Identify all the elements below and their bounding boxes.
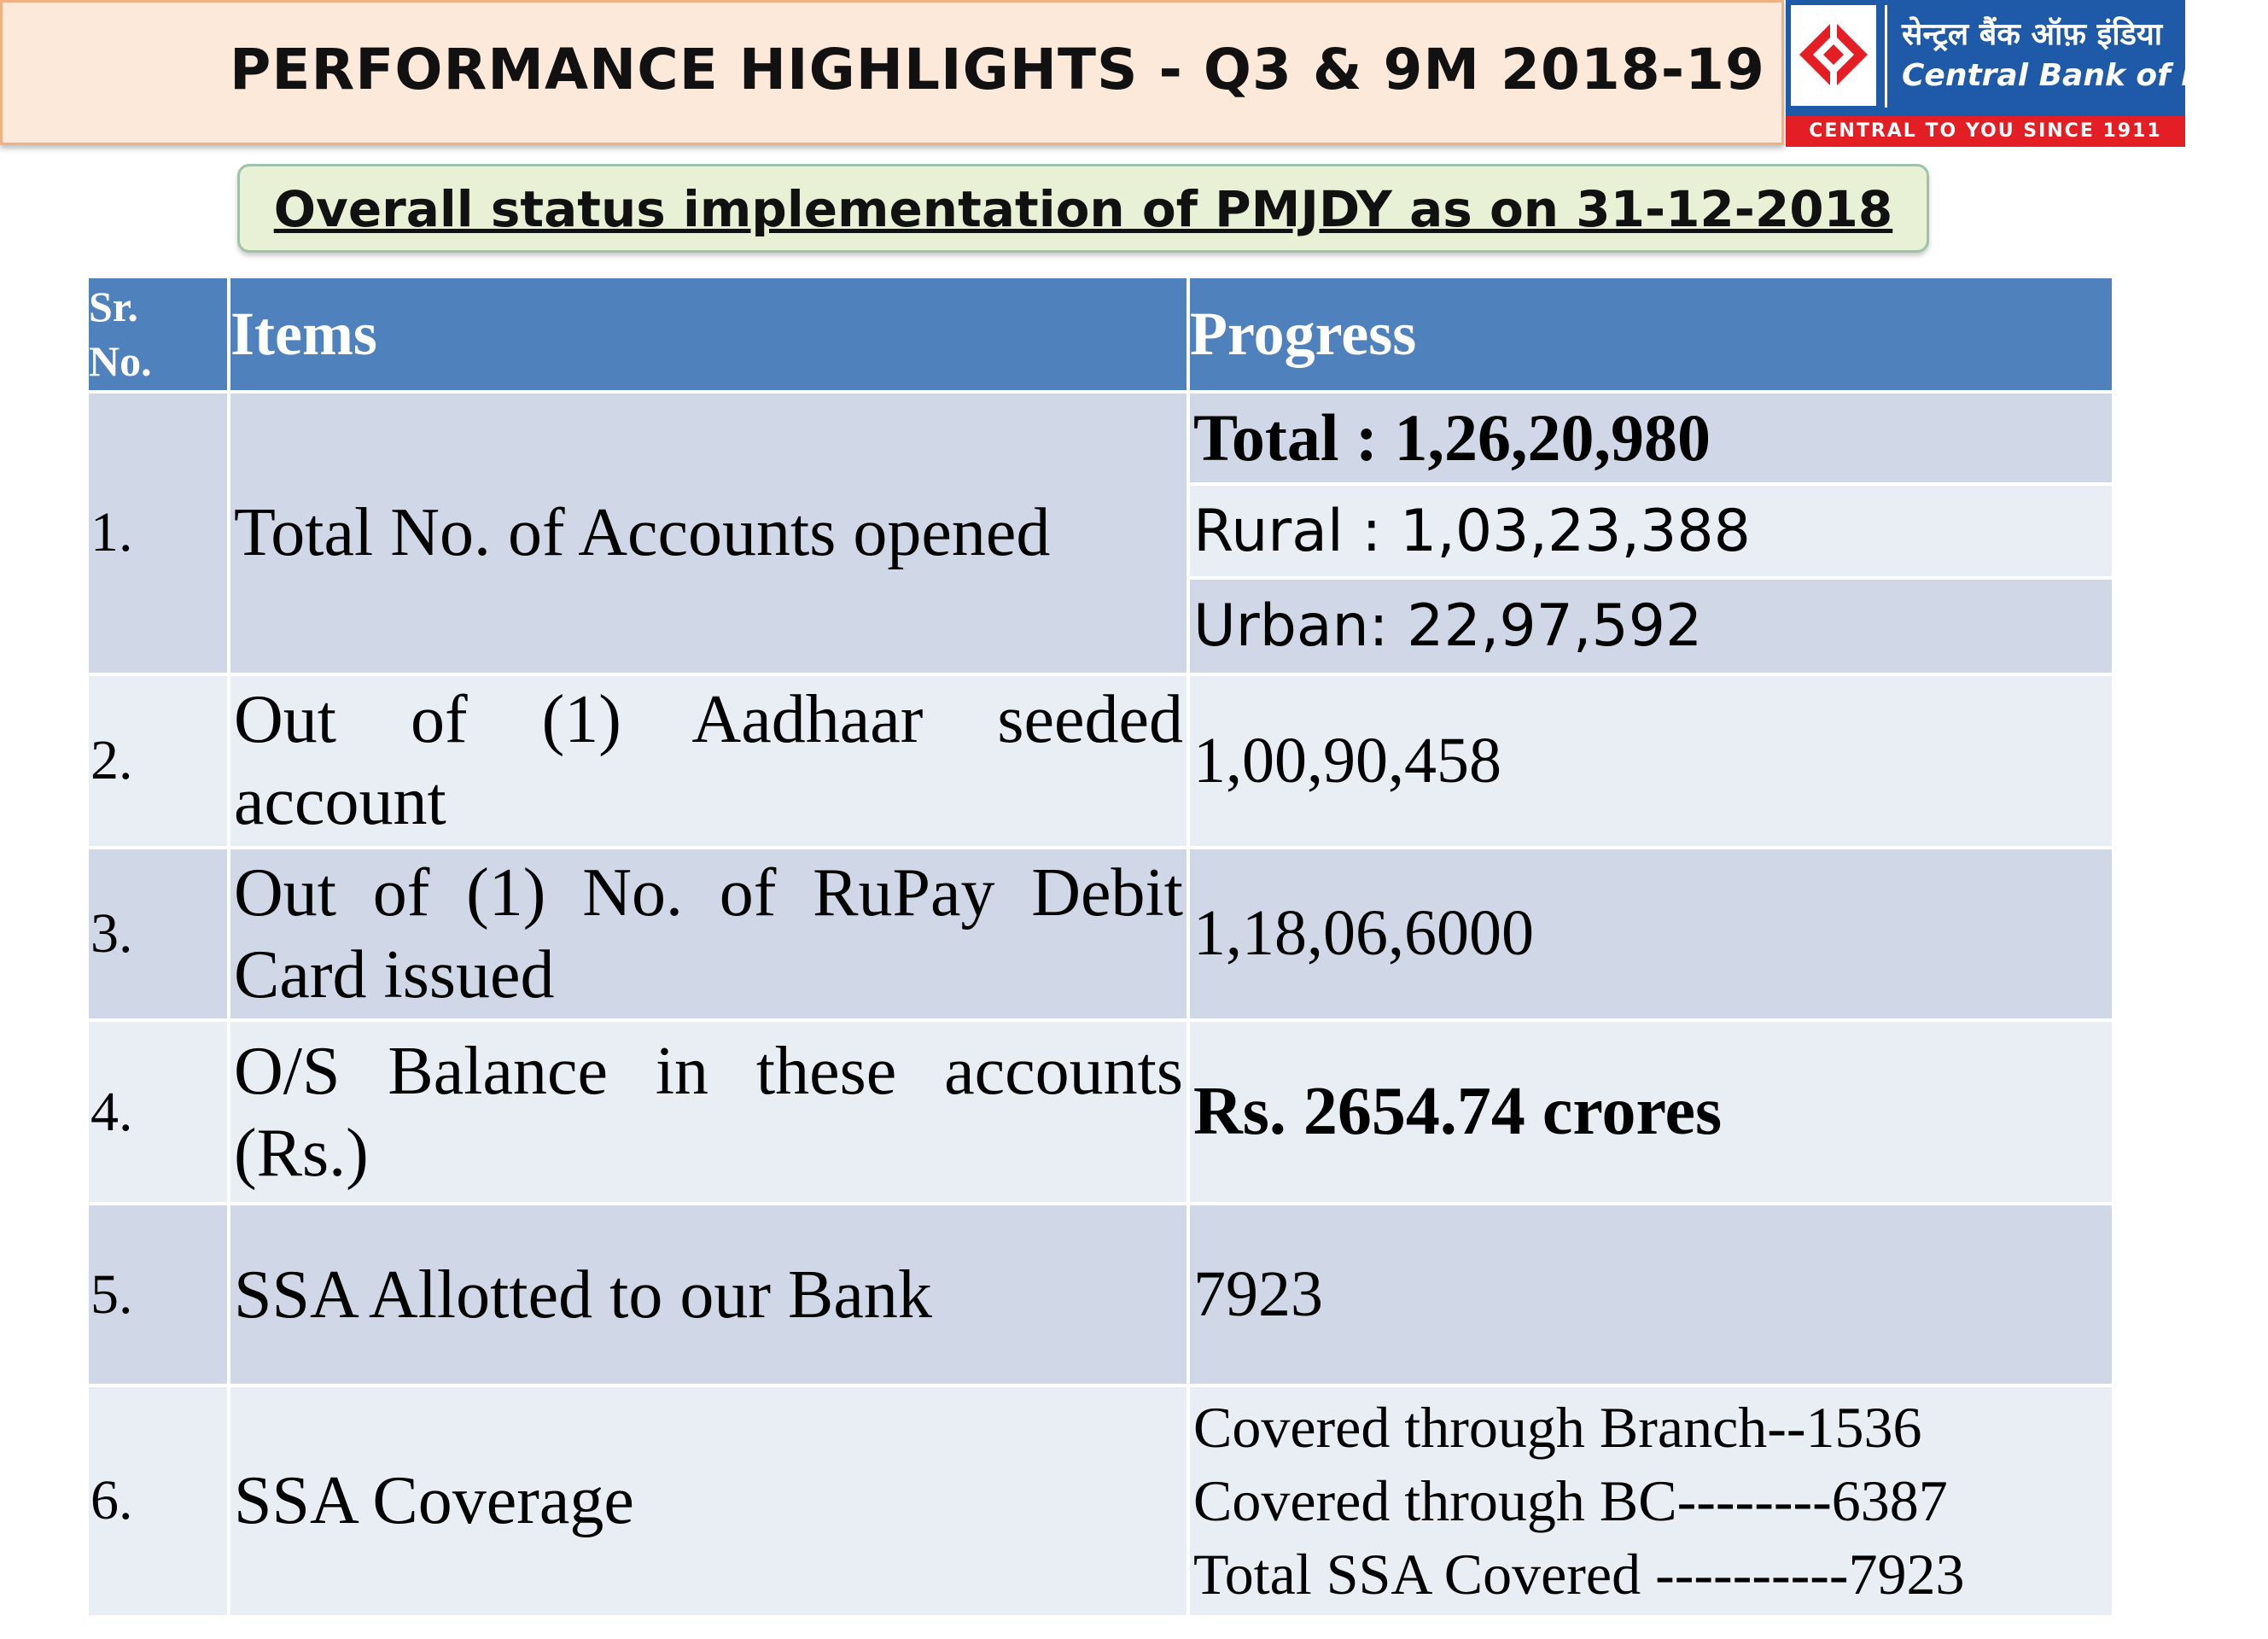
- row-item: O/S Balance in these accounts (Rs.): [229, 1020, 1188, 1204]
- row-progress: Rs. 2654.74 crores: [1188, 1020, 2113, 1204]
- logo-divider: [1885, 5, 1887, 108]
- page-title: PERFORMANCE HIGHLIGHTS - Q3 & 9M 2018-19: [230, 37, 1765, 102]
- table-row: [87, 674, 2113, 848]
- row-progress: 1,00,90,458: [1188, 674, 2113, 848]
- row-item: Out of (1) No. of RuPay Debit Card issued: [229, 848, 1188, 1021]
- logo-tagline: CENTRAL TO YOU SINCE 1911: [1786, 116, 2185, 147]
- table-row: [87, 1204, 2113, 1385]
- header-srno-line2: No.: [89, 337, 152, 386]
- header-bar: [0, 0, 1784, 145]
- row-item: SSA Allotted to our Bank: [229, 1204, 1188, 1385]
- subtitle-box: [237, 164, 1929, 253]
- row-srno: 3.: [87, 848, 229, 1021]
- subtitle: Overall status implementation of PMJDY as on 31-12-2018: [273, 180, 1893, 238]
- central-bank-emblem-icon: [1791, 5, 1876, 106]
- header-progress: Progress: [1188, 277, 2113, 392]
- row-srno: 5.: [87, 1204, 229, 1385]
- row-srno: 2.: [87, 674, 229, 848]
- table-row: [87, 392, 2113, 484]
- row-item: Out of (1) Aadhaar seeded account: [229, 674, 1188, 848]
- ssa-total-line: Total SSA Covered ----------7923: [1193, 1542, 1965, 1607]
- pmjdy-status-table: [85, 275, 2115, 1619]
- table-row: [87, 1385, 2113, 1617]
- header-srno-line1: Sr.: [89, 283, 138, 331]
- row-progress-rural: Rural : 1,03,23,388: [1188, 484, 2113, 578]
- bank-logo: [1786, 0, 2268, 147]
- row-progress: 1,18,06,6000: [1188, 848, 2113, 1021]
- row-progress-total: Total : 1,26,20,980: [1188, 392, 2113, 484]
- table-header-row: [87, 277, 2113, 392]
- row-item: SSA Coverage: [229, 1385, 1188, 1617]
- row-progress: 7923: [1188, 1204, 2113, 1385]
- row-srno: 1.: [87, 392, 229, 674]
- row-progress-urban: Urban: 22,97,592: [1188, 578, 2113, 674]
- logo-english-text: Central Bank of India: [1902, 58, 2268, 93]
- logo-hindi-text: सेन्ट्रल बैंक ऑफ़ इंडिया: [1902, 17, 2163, 52]
- row-item: Total No. of Accounts opened: [229, 392, 1188, 674]
- table-row: [87, 848, 2113, 1021]
- row-srno: 6.: [87, 1385, 229, 1617]
- ssa-bc-line: Covered through BC--------6387: [1193, 1468, 1948, 1534]
- row-progress-list: [1188, 1385, 2113, 1617]
- row-srno: 4.: [87, 1020, 229, 1204]
- header-items: Items: [229, 277, 1188, 392]
- header-srno: [87, 277, 229, 392]
- table-row: [87, 1020, 2113, 1204]
- ssa-branch-line: Covered through Branch--1536: [1193, 1395, 1922, 1461]
